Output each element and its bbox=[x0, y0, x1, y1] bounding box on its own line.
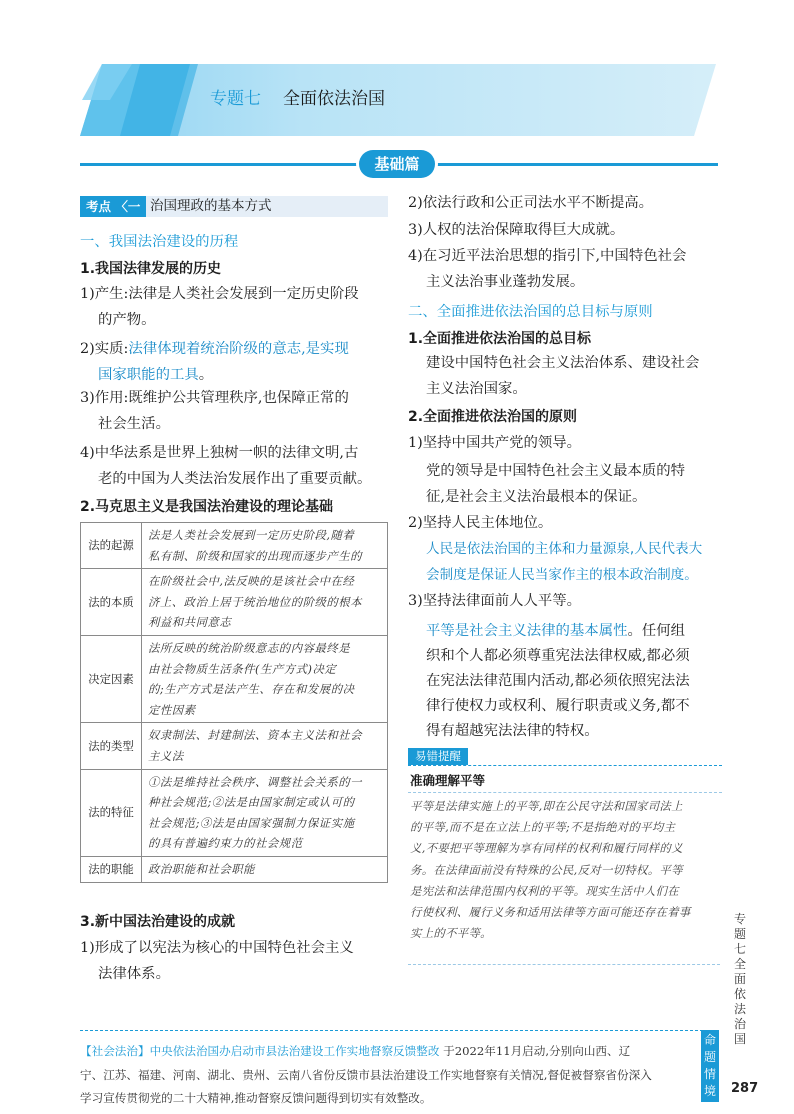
context-side-tab: 命题情境 bbox=[701, 1030, 719, 1102]
principle-c6: 得有超越宪法法律的特权。 bbox=[426, 723, 599, 739]
table-row bbox=[81, 769, 388, 856]
para-1b: 的产物。 bbox=[98, 312, 156, 328]
topic-banner bbox=[80, 64, 716, 136]
para-5a: 1)形成了以宪法为核心的中国特色社会主义 bbox=[80, 940, 354, 956]
right-r1: 2)依法行政和公正司法水平不断提高。 bbox=[408, 195, 654, 211]
para-3a: 3)作用:既维护公共管理秩序,也保障正常的 bbox=[80, 390, 349, 406]
footer-headline: 中央依法治国办启动市县法治建设工作实地督察反馈整改 bbox=[149, 1044, 440, 1058]
para-2a bbox=[80, 336, 349, 362]
section-pill: 基础篇 bbox=[359, 150, 435, 178]
table-key: 法的职能 bbox=[81, 856, 142, 882]
footer-text-3: 学习宣传贯彻党的二十大精神,推动督察反馈问题得到切实有效整改。 bbox=[80, 1091, 432, 1105]
table-value: 政治职能和社会职能 bbox=[142, 856, 388, 882]
para-2b-highlight: 国家职能的工具 bbox=[98, 367, 199, 383]
goal-line-2: 主义法治国家。 bbox=[426, 381, 527, 397]
reminder-line: 的平等,而不是在立法上的平等;不是指绝对的平均主 bbox=[410, 820, 676, 835]
right-r2: 3)人权的法治保障取得巨大成就。 bbox=[408, 222, 625, 238]
table-row bbox=[81, 856, 388, 882]
right-r3b: 主义法治事业蓬勃发展。 bbox=[426, 274, 585, 290]
para-4a: 4)中华法系是世界上独树一帜的法律文明,古 bbox=[80, 445, 359, 461]
para-5b: 法律体系。 bbox=[98, 966, 170, 982]
footer-news bbox=[80, 1040, 700, 1111]
table-row bbox=[81, 569, 388, 636]
subheading-3: 3.新中国法治建设的成就 bbox=[80, 914, 236, 930]
para-2a-highlight: 法律体现着统治阶级的意志,是实现 bbox=[128, 341, 349, 357]
principle-c2-highlight: 平等是社会主义法律的基本属性 bbox=[426, 623, 628, 639]
topic-name: 全面依法治国 bbox=[283, 89, 385, 109]
kaodian-label: 考点 bbox=[86, 199, 112, 214]
principle-c5: 律行使权力或权利、履行职责或义务,都不 bbox=[426, 698, 690, 714]
reminder-line: 实上的不平等。 bbox=[410, 926, 492, 941]
reminder-line: 义,不要把平等理解为享有同样的权利和履行同样的义 bbox=[410, 841, 683, 856]
table-key: 法的本质 bbox=[81, 569, 142, 636]
principle-b3: 会制度是保证人民当家作主的根本政治制度。 bbox=[426, 567, 698, 583]
footer-line-1 bbox=[80, 1040, 700, 1064]
table-key: 法的起源 bbox=[81, 523, 142, 569]
principle-a3: 征,是社会主义法治最根本的保证。 bbox=[426, 489, 647, 505]
kaodian-number: 一 bbox=[127, 199, 141, 214]
para-2a-prefix: 2)实质: bbox=[80, 341, 129, 357]
principle-a1: 1)坚持中国共产党的领导。 bbox=[408, 435, 582, 451]
para-4b: 老的中国为人类法治发展作出了重要贡献。 bbox=[98, 471, 372, 487]
principle-b2: 人民是依法治国的主体和力量源泉,人民代表大 bbox=[426, 541, 703, 557]
para-1a: 1)产生:法律是人类社会发展到一定历史阶段 bbox=[80, 286, 359, 302]
footer-text-2: 宁、江苏、福建、河南、湖北、贵州、云南八省份反馈市县法治建设工作实地督察有关情况,督促被督察省份深入 bbox=[80, 1067, 652, 1082]
reminder-title-rule bbox=[408, 792, 722, 794]
reminder-title: 准确理解平等 bbox=[410, 773, 486, 788]
reminder-line: 平等是法律实施上的平等,即在公民守法和国家司法上 bbox=[410, 799, 683, 813]
topic-title bbox=[210, 84, 385, 109]
principle-c4: 在宪法法律范围内活动,都必须依照宪法法 bbox=[426, 673, 690, 689]
footer-rule bbox=[80, 1030, 718, 1032]
table-key: 法的类型 bbox=[81, 723, 142, 769]
reminder-line: 行使权利、履行义务和适用法律等方面可能还存在着事 bbox=[410, 905, 691, 920]
para-2b-suffix: 。 bbox=[198, 367, 214, 383]
banner-graphic bbox=[80, 64, 716, 136]
table-value: ①法是维持社会秩序、调整社会关系的一 种社会规范;②法是由国家制定或认可的 社会规范;③法是由国家强制力保证实施 的具有普遍约束力的社会规范 bbox=[142, 769, 388, 856]
table-value: 在阶级社会中,法反映的是该社会中在经 济上、政治上居于统治地位的阶级的根本 利益和共同意志 bbox=[142, 569, 388, 636]
subheading-principle: 2.全面推进依法治国的原则 bbox=[408, 409, 578, 425]
principle-a2: 党的领导是中国特色社会主义最本质的特 bbox=[426, 463, 686, 479]
heading-1: 一、我国法治建设的历程 bbox=[80, 234, 239, 250]
running-title-vertical: 专题七 全面依法治国 bbox=[733, 912, 746, 1046]
subheading-1: 1.我国法律发展的历史 bbox=[80, 261, 222, 277]
kaodian-title: 治国理政的基本方式 bbox=[150, 198, 272, 214]
reminder-top-rule bbox=[408, 765, 722, 767]
para-3b: 社会生活。 bbox=[98, 416, 170, 432]
principle-c3: 织和个人都必须尊重宪法法律权威,都必须 bbox=[426, 648, 690, 664]
reminder-tag: 易错提醒 bbox=[408, 748, 468, 765]
right-r3a: 4)在习近平法治思想的指引下,中国特色社会 bbox=[408, 248, 687, 264]
topic-number: 专题七 bbox=[210, 89, 261, 109]
principle-c1: 3)坚持法律面前人人平等。 bbox=[408, 593, 582, 609]
reminder-bottom-rule bbox=[408, 964, 720, 966]
kaodian-tag: 考点 〈一 bbox=[80, 196, 146, 217]
footer-tag: 【社会法治】 bbox=[80, 1044, 150, 1058]
table-row bbox=[81, 723, 388, 769]
table-row bbox=[81, 635, 388, 722]
principle-c2-suffix: 。任何组 bbox=[627, 623, 686, 639]
subheading-2: 2.马克思主义是我国法治建设的理论基础 bbox=[80, 499, 334, 515]
goal-line-1: 建设中国特色社会主义法治体系、建设社会 bbox=[426, 355, 700, 371]
reminder-body bbox=[410, 796, 722, 944]
table-value: 法是人类社会发展到一定历史阶段,随着 私有制、阶级和国家的出现而逐步产生的 bbox=[142, 523, 388, 569]
table-value: 奴隶制法、封建制法、资本主义法和社会 主义法 bbox=[142, 723, 388, 769]
principle-b1: 2)坚持人民主体地位。 bbox=[408, 515, 553, 531]
table-row bbox=[81, 523, 388, 569]
page-number: 287 bbox=[731, 1081, 759, 1096]
table-value: 法所反映的统治阶级意志的内容最终是 由社会物质生活条件(生产方式)决定 的;生产方式是法产生、存在和发展的决 定性因素 bbox=[142, 635, 388, 722]
reminder-line: 务。在法律面前没有特殊的公民,反对一切特权。平等 bbox=[410, 862, 683, 877]
principle-c2 bbox=[426, 618, 685, 644]
reminder-line: 是宪法和法律范围内权利的平等。现实生活中人们在 bbox=[410, 883, 679, 898]
table-key: 决定因素 bbox=[81, 635, 142, 722]
footer-text-1: 于2022年11月启动,分别向山西、辽 bbox=[443, 1044, 631, 1058]
subheading-goal: 1.全面推进依法治国的总目标 bbox=[408, 331, 592, 347]
marxism-table bbox=[80, 522, 388, 883]
heading-2: 二、全面推进依法治国的总目标与原则 bbox=[408, 304, 653, 320]
table-key: 法的特征 bbox=[81, 769, 142, 856]
